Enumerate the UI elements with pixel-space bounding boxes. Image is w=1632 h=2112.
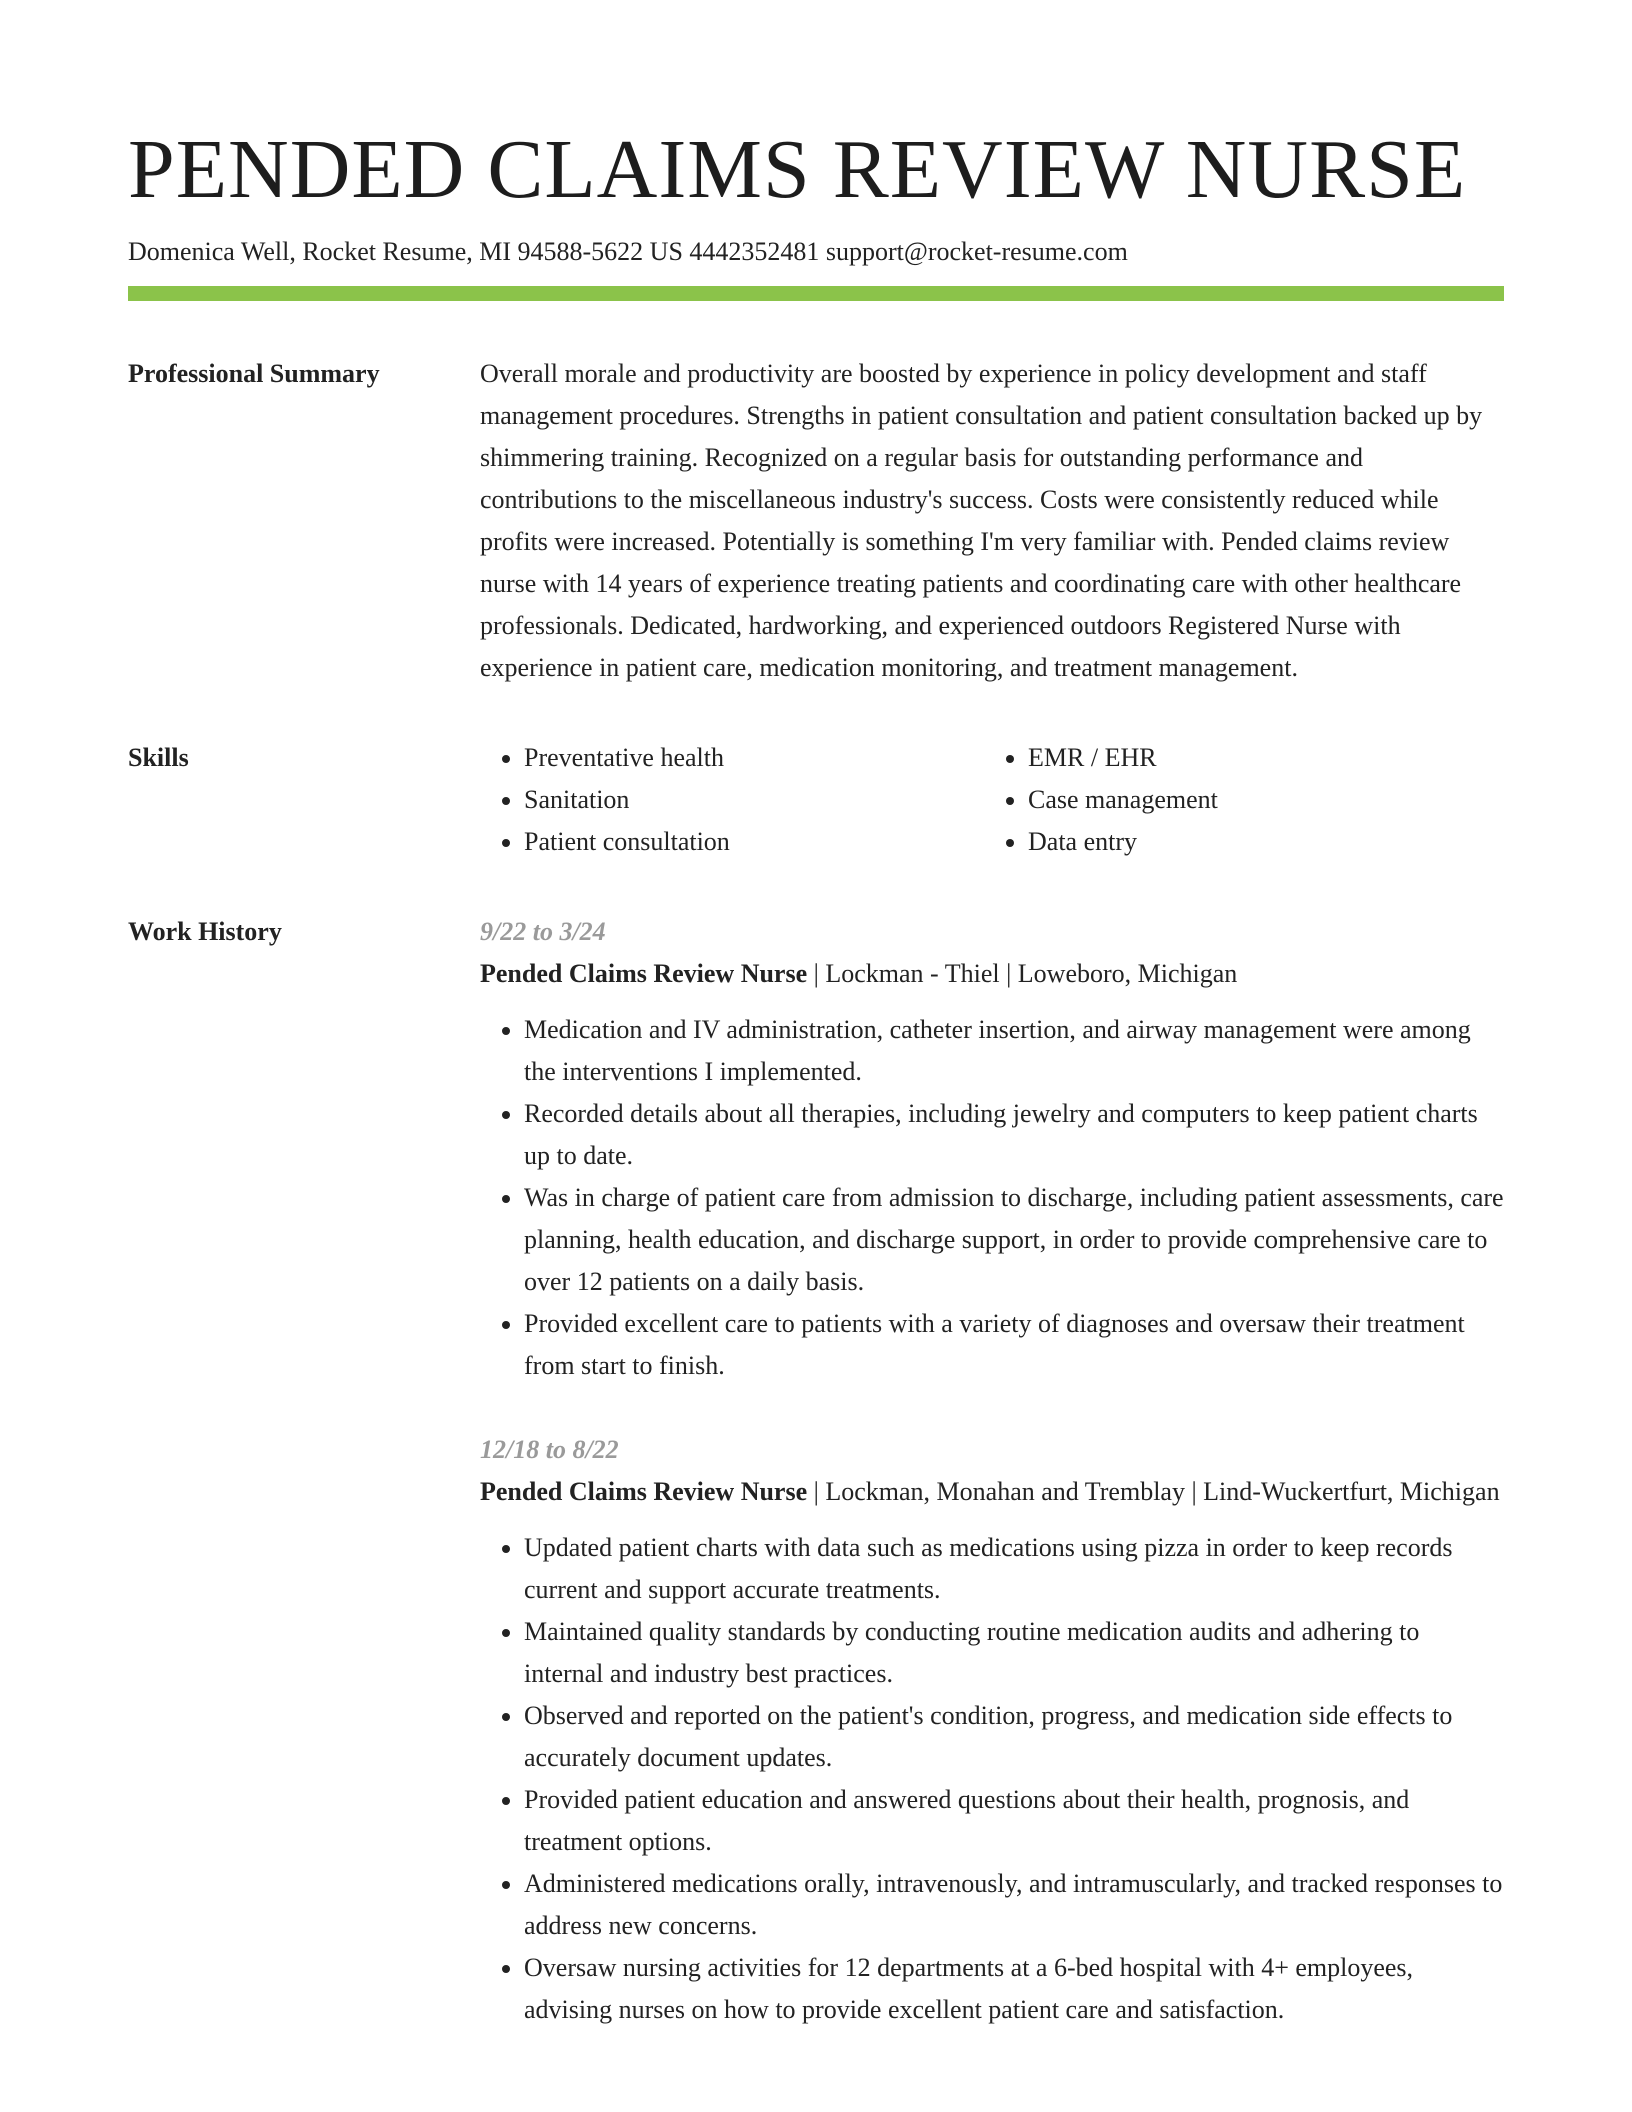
job-bullet: • Administered medications orally, intravenously, and intramuscularly, and tracked responses to address new concerns. — [524, 1863, 1504, 1947]
job-bullet: • Oversaw nursing activities for 12 departments at a 6-bed hospital with 4+ employees, advising nurses on how to provide excellent patient care and satisfaction. — [524, 1947, 1504, 2031]
skill-item: • EMR / EHR — [1028, 737, 1488, 779]
work-history-section — [128, 911, 1504, 2073]
job-role: Pended Claims Review Nurse — [480, 1477, 808, 1506]
job-heading — [480, 953, 1504, 995]
job-entry — [480, 1429, 1504, 2031]
job-dates: 9/22 to 3/24 — [480, 917, 606, 946]
job-details: | Lockman, Monahan and Tremblay | Lind-Wuckertfurt, Michigan — [807, 1477, 1500, 1506]
resume-title: PENDED CLAIMS REVIEW NURSE — [128, 123, 1467, 216]
job-bullet: • Maintained quality standards by conducting routine medication audits and adhering to internal and industry best practices. — [524, 1611, 1504, 1695]
job-bullet: • Provided excellent care to patients with a variety of diagnoses and oversaw their treatment from start to finish. — [524, 1303, 1504, 1387]
skills-section — [128, 737, 1504, 863]
job-bullets — [480, 1527, 1504, 2031]
job-bullet: • Provided patient education and answered questions about their health, prognosis, and treatment options. — [524, 1779, 1504, 1863]
skill-item: • Sanitation — [524, 779, 984, 821]
job-role: Pended Claims Review Nurse — [480, 959, 808, 988]
job-details: | Lockman - Thiel | Loweboro, Michigan — [807, 959, 1238, 988]
job-bullet: • Medication and IV administration, catheter insertion, and airway management were among the interventions I implemented. — [524, 1009, 1504, 1093]
job-bullet: • Recorded details about all therapies, including jewelry and computers to keep patient charts up to date. — [524, 1093, 1504, 1177]
job-bullet: • Observed and reported on the patient's condition, progress, and medication side effects to accurately document updates. — [524, 1695, 1504, 1779]
job-bullet: • Updated patient charts with data such as medications using pizza in order to keep records current and support accurate treatments. — [524, 1527, 1504, 1611]
section-label-summary: Professional Summary — [128, 359, 380, 388]
skill-item: • Case management — [1028, 779, 1488, 821]
accent-divider — [128, 286, 1504, 301]
skills-column-1 — [480, 737, 984, 863]
job-heading — [480, 1471, 1504, 1513]
skills-column-2 — [984, 737, 1488, 863]
job-dates: 12/18 to 8/22 — [480, 1435, 619, 1464]
job-entry — [480, 911, 1504, 1387]
summary-section — [128, 353, 1504, 689]
skill-item: • Preventative health — [524, 737, 984, 779]
job-bullets — [480, 1009, 1504, 1387]
section-label-work-history: Work History — [128, 917, 282, 946]
section-label-skills: Skills — [128, 743, 189, 772]
skill-item: • Data entry — [1028, 821, 1488, 863]
contact-line: Domenica Well, Rocket Resume, MI 94588-5622 US 4442352481 support@rocket-resume.com — [128, 237, 1128, 266]
summary-text: Overall morale and productivity are boosted by experience in policy development and staff management procedures. Strengths in patient consultation and patient consultation backed up by shimmering training. Recognized on a regular basis for outstanding performance and contributions to the miscellaneous industry's success. Costs were consistently reduced while profits were increased. Potentially is something I'm very familiar with. Pended claims review nurse with 14 years of experience treating patients and coordinating care with other healthcare professionals. Dedicated, hardworking, and experienced outdoors Registered Nurse with experience in patient care, medication monitoring, and treatment management. — [480, 359, 1483, 682]
skill-item: • Patient consultation — [524, 821, 984, 863]
resume-page — [128, 118, 1504, 2073]
job-bullet: • Was in charge of patient care from admission to discharge, including patient assessments, care planning, health education, and discharge support, in order to provide comprehensive care to over 12 patients on a daily basis. — [524, 1177, 1504, 1303]
